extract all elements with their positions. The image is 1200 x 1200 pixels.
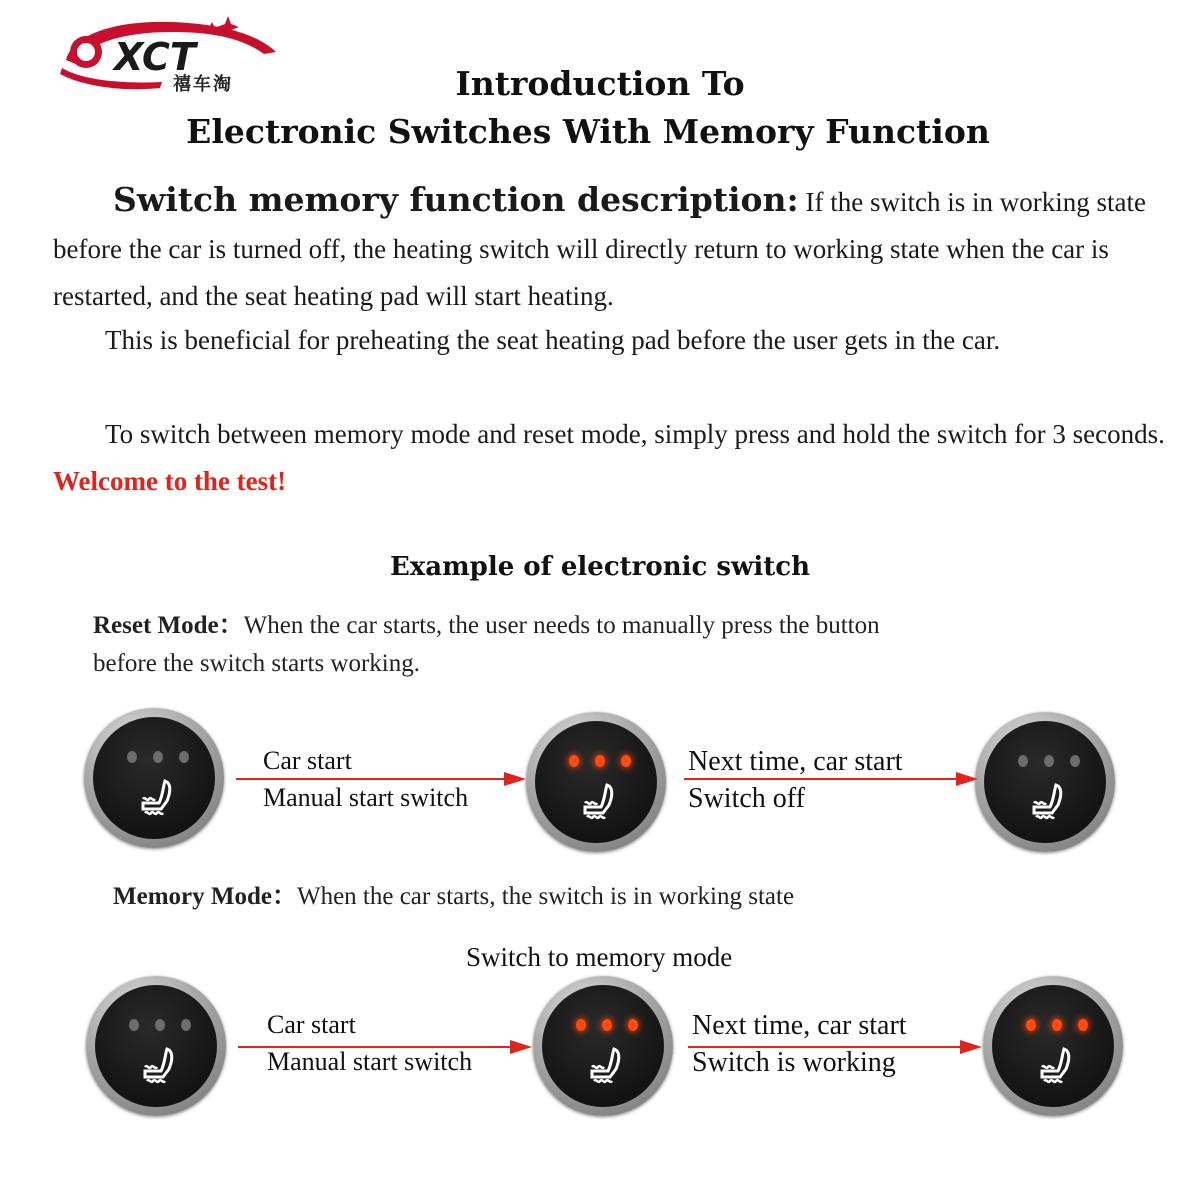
intro-p2-body: This is beneficial for preheating the seat heating pad before the user gets in the car. — [105, 325, 1001, 355]
memory-switch-next-start — [983, 976, 1123, 1116]
reset-switch-next-start — [975, 712, 1115, 852]
reset-mode-label: Reset Mode： — [93, 612, 244, 639]
page-title-line1: Introduction To — [455, 64, 745, 103]
intro-lead: Switch memory function description: — [113, 180, 799, 219]
logo-subtitle: 禧车淘 — [173, 74, 233, 95]
reset-arrow-1-label-bottom: Manual start switch — [263, 783, 469, 812]
reset-arrow-1-label-top: Car start — [263, 746, 352, 775]
memory-mode-text: When the car starts, the switch is in working state — [296, 883, 795, 910]
reset-switch-working — [526, 712, 666, 852]
switch-to-memory-caption: Switch to memory mode — [466, 942, 733, 972]
memory-arrow-2-label-bottom: Switch is working — [692, 1047, 896, 1078]
seat-heater-icon — [579, 783, 623, 823]
intro-paragraph-1 — [53, 176, 1165, 320]
memory-switch-working — [533, 976, 673, 1116]
intro-paragraph-2 — [53, 317, 1165, 364]
memory-arrow-2-label-top: Next time, car start — [692, 1010, 907, 1041]
memory-arrow-1-label-top: Car start — [267, 1010, 356, 1039]
seat-heater-icon — [139, 1047, 183, 1087]
reset-mode-text: When the car starts, the user needs to manually press the button before the switch starts working. — [93, 612, 880, 677]
memory-mode-label: Memory Mode： — [113, 883, 297, 910]
reset-mode-description — [93, 607, 893, 683]
memory-arrow-1-label-bottom: Manual start switch — [267, 1047, 473, 1076]
reset-switch-initial — [84, 708, 224, 848]
intro-p1-body: If the switch is in working state before the car is turned off, the heating switch will directly return to working state when the car is restarted, and the seat heating pad will start heating. — [53, 187, 1146, 311]
seat-heater-icon — [586, 1047, 630, 1087]
seat-heater-icon — [137, 779, 181, 819]
welcome-highlight: Welcome to the test! — [53, 466, 287, 496]
example-heading: Example of electronic switch — [389, 552, 811, 582]
memory-switch-initial — [86, 976, 226, 1116]
seat-heater-icon — [1028, 783, 1072, 823]
seat-heater-icon — [1036, 1047, 1080, 1087]
logo-wordmark: XCT — [114, 35, 196, 79]
page-title-line2: Electronic Switches With Memory Function — [186, 112, 990, 151]
intro-p3-body: To switch between memory mode and reset mode, simply press and hold the switch for 3 seconds. — [105, 419, 1165, 449]
reset-arrow-2-label-top: Next time, car start — [688, 746, 903, 777]
intro-paragraph-3 — [53, 411, 1165, 505]
reset-arrow-2-label-bottom: Switch off — [688, 783, 805, 814]
memory-mode-description — [113, 878, 933, 916]
